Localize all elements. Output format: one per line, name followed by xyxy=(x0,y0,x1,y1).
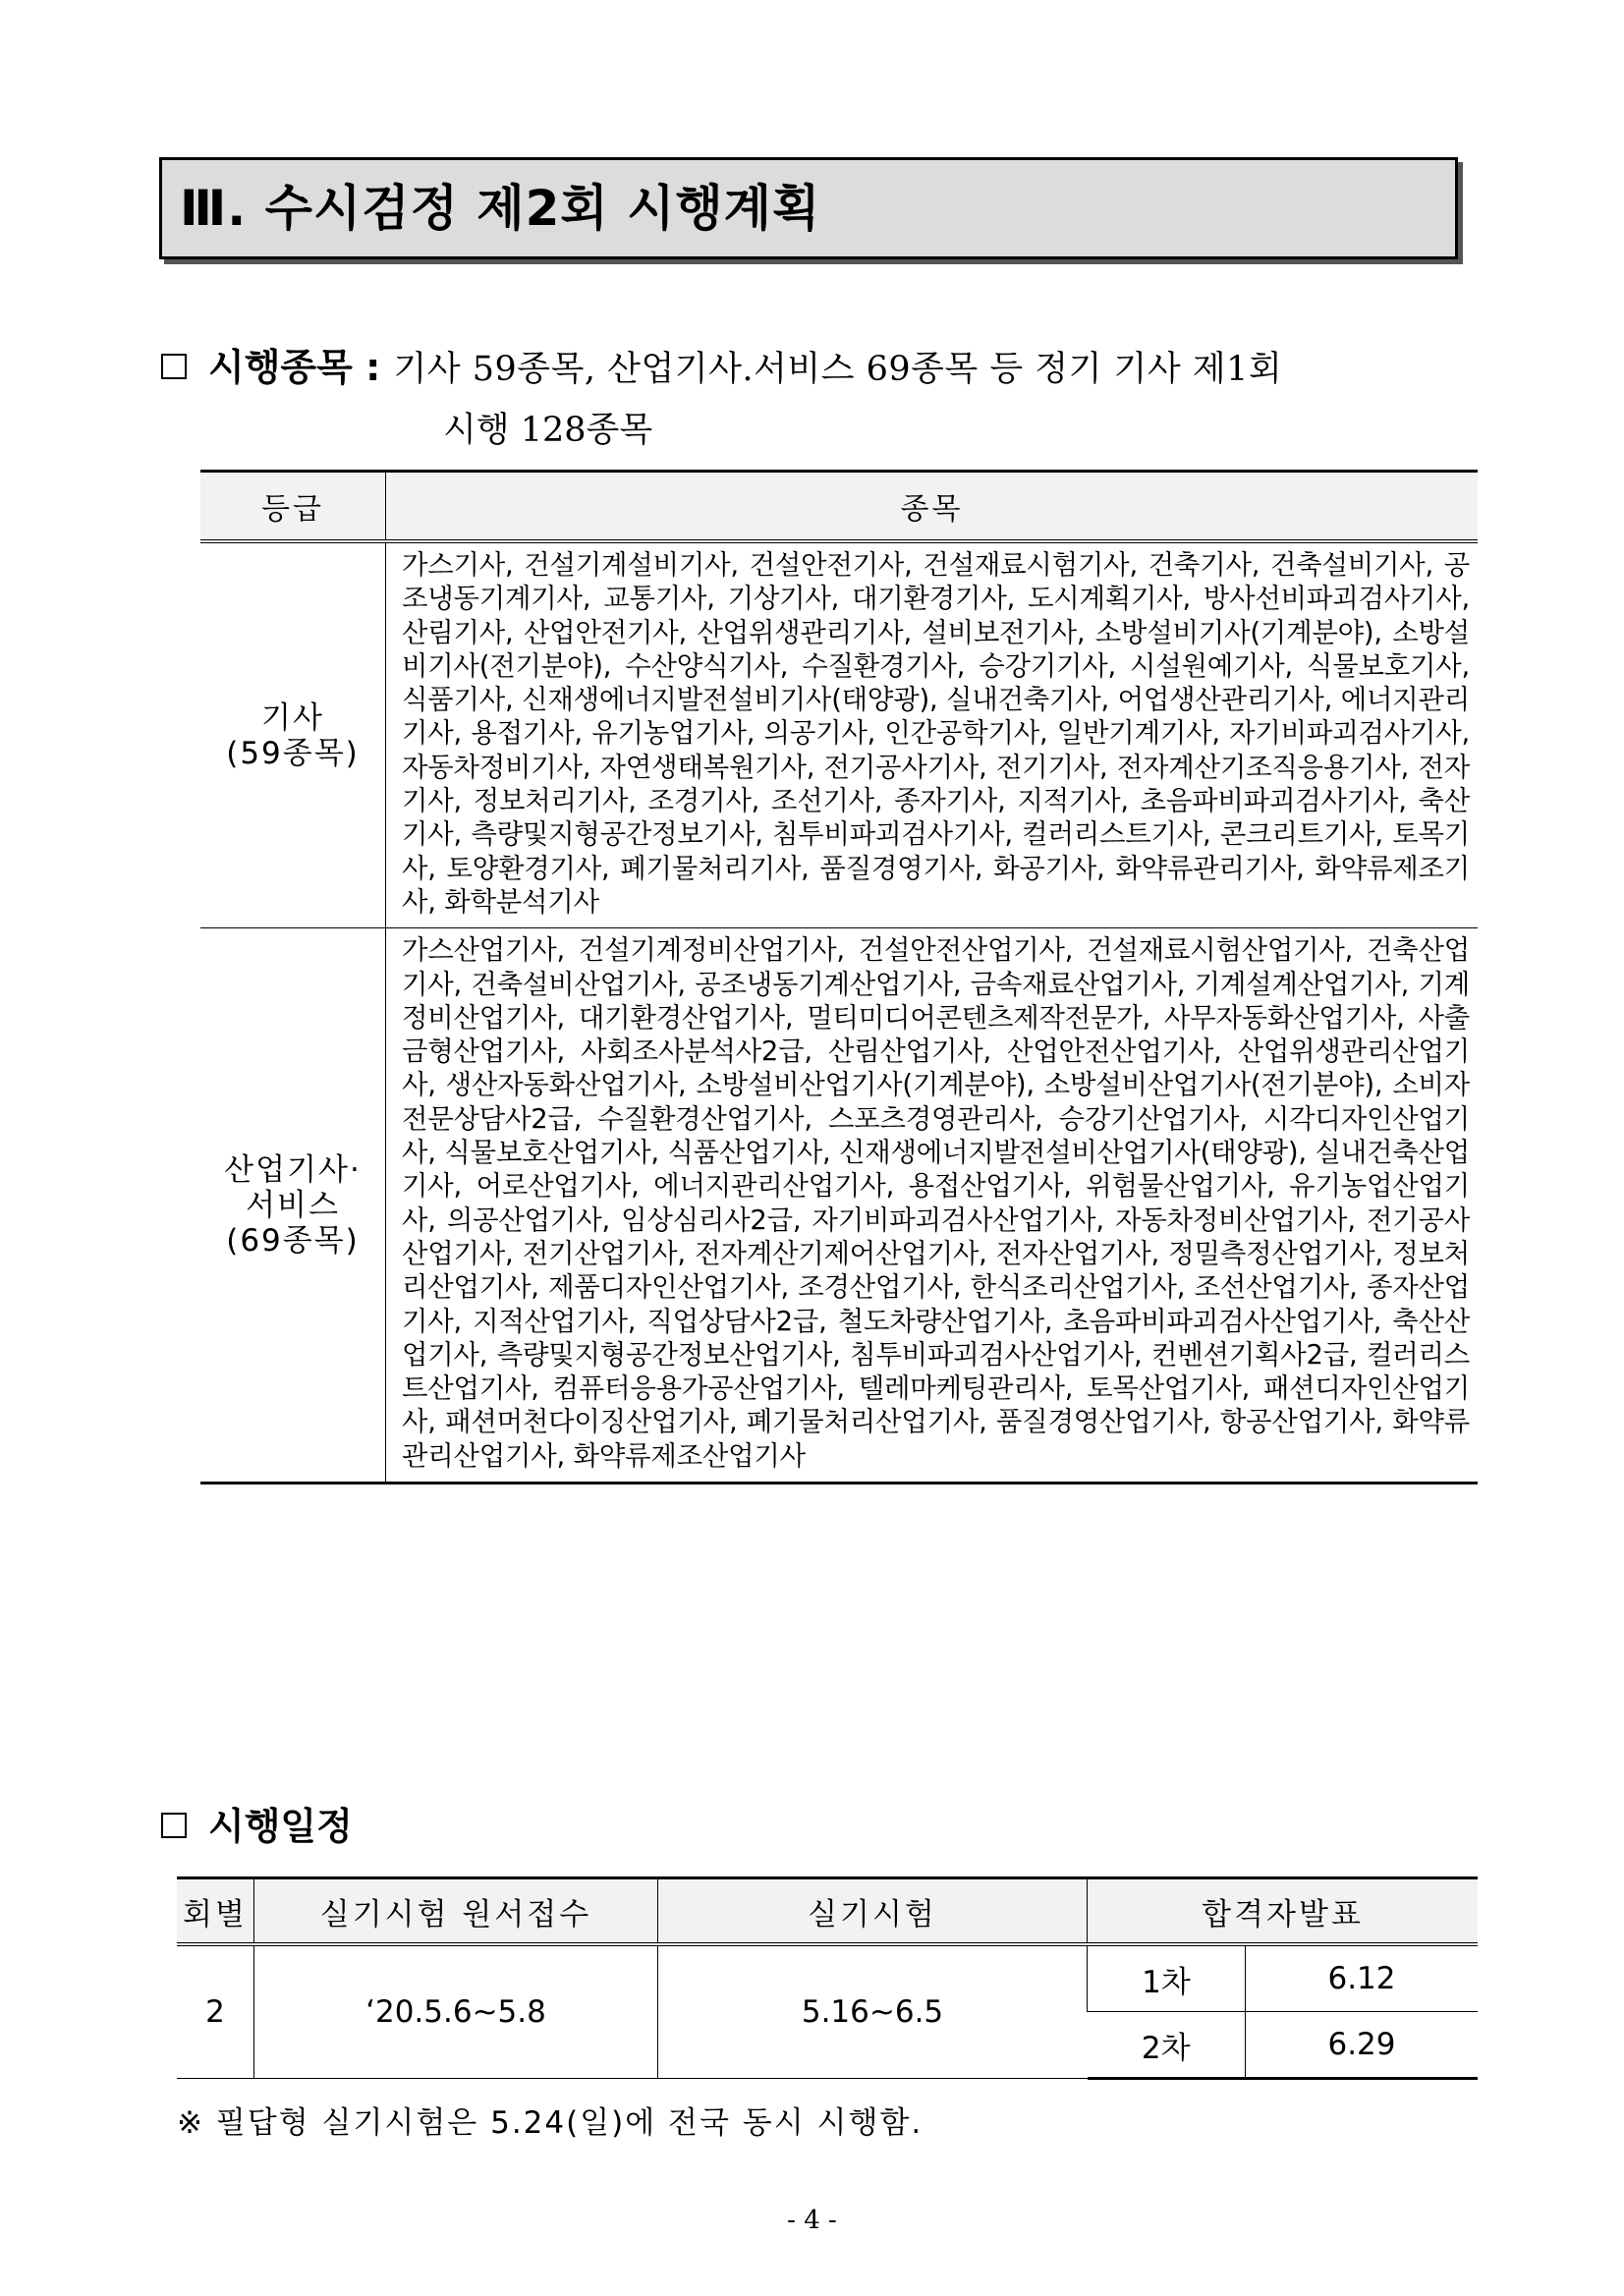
items-list-gisa: 가스기사, 건설기계설비기사, 건설안전기사, 건설재료시험기사, 건축기사, 건축설비기사, 공조냉동기계기사, 교통기사, 기상기사, 대기환경기사, 도시계획기사, 방사선비파괴검사기사, 산림기사, 산업안전기사, 산업위생관리기사, 설비보전기사, 소방설비기사(기계분야), 소방설비기사(전기분야), 수산양식기사, 수질환경기사, 승강기기사, 시설원예기사, 식물보호기사, 식품기사, 신재생에너지발전설비기사(태양광), 실내건축기사, 어업생산관리기사, 에너지관리기사, 용접기사, 유기농업기사, 의공기사, 인간공학기사, 일반기계기사, 자기비파괴검사기사, 자동차정비기사, 자연생태복원기사, 전기공사기사, 전기기사, 전자계산기조직응용기사, 전자기사, 정보처리기사, 조경기사, 조선기사, 종자기사, 지적기사, 초음파비파괴검사기사, 축산기사, 측량및지형공간정보기사, 침투비파괴검사기사, 컬러리스트기사, 콘크리트기사, 토목기사, 토양환경기사, 폐기물처리기사, 품질경영기사, 화공기사, 화약류관리기사, 화약류제조기사, 화학분석기사 xyxy=(386,541,1479,928)
application-period: ‘20.5.6∼5.8 xyxy=(254,1944,658,2079)
grade-cell-gisa xyxy=(200,541,386,928)
schedule-table xyxy=(177,1876,1478,2080)
header-results: 합격자발표 xyxy=(1088,1878,1479,1945)
schedule-header-row xyxy=(177,1878,1478,1945)
items-heading-label: 시행종목 xyxy=(208,346,353,389)
header-items: 종목 xyxy=(386,472,1479,542)
schedule-heading xyxy=(161,1796,353,1850)
items-table-header-row xyxy=(200,472,1478,542)
table-row xyxy=(177,1944,1478,2012)
exam-period: 5.16∼6.5 xyxy=(658,1944,1088,2079)
result-phase: 1차 xyxy=(1088,1944,1246,2012)
grade-name: 기사 xyxy=(261,700,324,736)
grade-name-sub: 서비스 xyxy=(246,1187,340,1223)
checkbox-square-icon xyxy=(161,354,187,379)
items-table xyxy=(200,470,1478,1484)
table-row xyxy=(200,541,1478,928)
grade-count: (69종목) xyxy=(226,1222,360,1259)
section-title: Ⅲ. 수시검정 제2회 시행계획 xyxy=(159,157,1458,259)
header-application: 실기시험 원서접수 xyxy=(254,1878,658,1945)
checkbox-square-icon xyxy=(161,1813,187,1838)
footnote: ※ 필답형 실기시험은 5.24(일)에 전국 동시 시행함. xyxy=(177,2105,924,2141)
items-heading-colon: : xyxy=(352,346,394,389)
result-date: 6.29 xyxy=(1246,2012,1479,2079)
grade-count: (59종목) xyxy=(226,735,360,771)
grade-cell-industrial xyxy=(200,928,386,1484)
items-heading xyxy=(161,337,1478,391)
page-number: - 4 - xyxy=(787,2206,837,2235)
schedule-heading-label: 시행일정 xyxy=(208,1805,353,1848)
header-grade: 등급 xyxy=(200,472,386,542)
result-date: 6.12 xyxy=(1246,1944,1479,2012)
table-row xyxy=(200,928,1478,1484)
result-phase: 2차 xyxy=(1088,2012,1246,2079)
items-description-line1: 기사 59종목, 산업기사.서비스 69종목 등 정기 기사 제1회 xyxy=(393,350,1283,389)
header-round: 회별 xyxy=(177,1878,254,1945)
items-list-industrial: 가스산업기사, 건설기계정비산업기사, 건설안전산업기사, 건설재료시험산업기사, 건축산업기사, 건축설비산업기사, 공조냉동기계산업기사, 금속재료산업기사, 기계설계산업기사, 기계정비산업기사, 대기환경산업기사, 멀티미디어콘텐츠제작전문가, 사무자동화산업기사, 사출금형산업기사, 사회조사분석사2급, 산림산업기사, 산업안전산업기사, 산업위생관리산업기사, 생산자동화산업기사, 소방설비산업기사(기계분야), 소방설비산업기사(전기분야), 소비자전문상담사2급, 수질환경산업기사, 스포츠경영관리사, 승강기산업기사, 시각디자인산업기사, 식물보호산업기사, 식품산업기사, 신재생에너지발전설비산업기사(태양광), 실내건축산업기사, 어로산업기사, 에너지관리산업기사, 용접산업기사, 위험물산업기사, 유기농업산업기사, 의공산업기사, 임상심리사2급, 자기비파괴검사산업기사, 자동차정비산업기사, 전기공사산업기사, 전기산업기사, 전자계산기제어산업기사, 전자산업기사, 정밀측정산업기사, 정보처리산업기사, 제품디자인산업기사, 조경산업기사, 한식조리산업기사, 조선산업기사, 종자산업기사, 지적산업기사, 직업상담사2급, 철도차량산업기사, 초음파비파괴검사산업기사, 축산산업기사, 측량및지형공간정보산업기사, 침투비파괴검사산업기사, 컨벤션기획사2급, 컬러리스트산업기사, 컴퓨터응용가공산업기사, 텔레마케팅관리사, 토목산업기사, 패션디자인산업기사, 패션머천다이징산업기사, 폐기물처리산업기사, 품질경영산업기사, 항공산업기사, 화약류관리산업기사, 화약류제조산업기사 xyxy=(386,928,1479,1484)
items-description-line2: 시행 128종목 xyxy=(443,411,653,450)
grade-name: 산업기사· xyxy=(224,1151,362,1188)
header-exam: 실기시험 xyxy=(658,1878,1088,1945)
round-cell: 2 xyxy=(177,1944,254,2079)
